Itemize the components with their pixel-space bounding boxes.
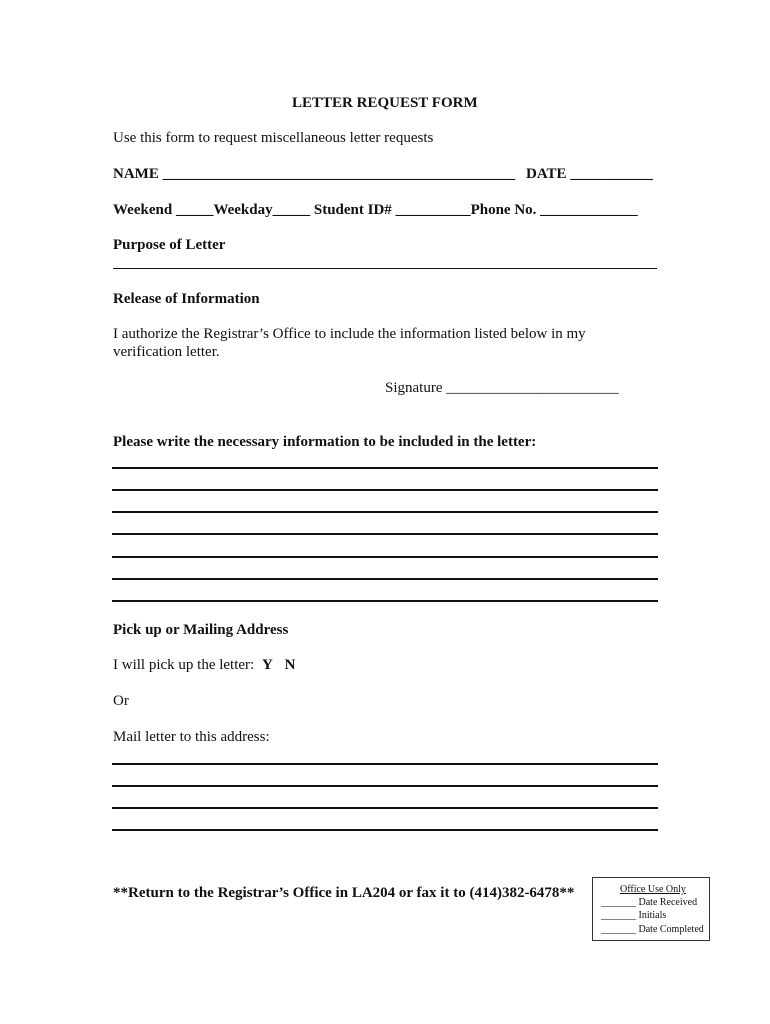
info-line-7[interactable] bbox=[112, 600, 658, 602]
or-text: Or bbox=[113, 693, 129, 709]
info-line-1[interactable] bbox=[112, 467, 658, 469]
date-completed-label: Date Completed bbox=[638, 924, 704, 935]
info-line-3[interactable] bbox=[112, 511, 658, 513]
purpose-line[interactable] bbox=[113, 268, 657, 269]
info-line-4[interactable] bbox=[112, 533, 658, 535]
date-received-row bbox=[601, 898, 697, 908]
form-intro: Use this form to request miscellaneous letter requests bbox=[113, 130, 434, 146]
weekday-label: Weekday bbox=[213, 202, 273, 218]
info-line-6[interactable] bbox=[112, 578, 658, 580]
info-line-2[interactable] bbox=[112, 489, 658, 491]
initials-label: Initials bbox=[638, 910, 667, 921]
form-title: LETTER REQUEST FORM bbox=[292, 95, 478, 111]
initials-row bbox=[601, 911, 666, 921]
name-blank[interactable]: _______________________________________________ bbox=[162, 166, 516, 182]
date-field[interactable] bbox=[526, 167, 653, 182]
date-completed-blank[interactable]: _______ bbox=[601, 924, 636, 935]
initials-blank[interactable]: _______ bbox=[601, 910, 636, 921]
phone-blank[interactable]: _____________ bbox=[540, 202, 638, 218]
signature-blank[interactable]: _______________________ bbox=[446, 380, 619, 396]
phone-label: Phone No. bbox=[470, 202, 537, 218]
name-label: NAME bbox=[113, 166, 159, 182]
student-id-label: Student ID# bbox=[313, 202, 392, 218]
mail-line-2[interactable] bbox=[112, 785, 658, 787]
mail-line-3[interactable] bbox=[112, 807, 658, 809]
date-blank[interactable]: ___________ bbox=[570, 166, 653, 182]
mail-text: Mail letter to this address: bbox=[113, 729, 270, 745]
mail-line-1[interactable] bbox=[112, 763, 658, 765]
pickup-heading: Pick up or Mailing Address bbox=[113, 622, 289, 638]
date-completed-row bbox=[601, 925, 704, 935]
name-field[interactable] bbox=[113, 167, 515, 182]
release-text-line1: I authorize the Registrar’s Office to include the information listed below in my bbox=[113, 326, 586, 342]
date-received-blank[interactable]: _______ bbox=[601, 897, 636, 908]
pickup-no-option[interactable]: N bbox=[284, 657, 296, 673]
info-heading: Please write the necessary information to be included in the letter: bbox=[113, 434, 537, 450]
pickup-text: I will pick up the letter: bbox=[113, 657, 255, 673]
pickup-yes-option[interactable]: Y bbox=[261, 657, 273, 673]
pickup-row bbox=[113, 658, 295, 673]
weekend-label: Weekend bbox=[113, 202, 173, 218]
schedule-id-phone-row bbox=[113, 203, 638, 218]
office-use-box bbox=[592, 877, 710, 941]
mail-line-4[interactable] bbox=[112, 829, 658, 831]
release-text-line2: verification letter. bbox=[113, 344, 220, 360]
signature-field[interactable] bbox=[385, 381, 619, 396]
date-label: DATE bbox=[526, 166, 567, 182]
purpose-label: Purpose of Letter bbox=[113, 237, 226, 253]
office-use-title: Office Use Only bbox=[620, 884, 686, 895]
student-id-blank[interactable]: __________ bbox=[395, 202, 471, 218]
weekday-blank[interactable]: _____ bbox=[272, 202, 311, 218]
return-instructions: **Return to the Registrar’s Office in LA204 or fax it to (414)382-6478** bbox=[113, 885, 575, 901]
weekend-blank[interactable]: _____ bbox=[175, 202, 214, 218]
release-heading: Release of Information bbox=[113, 291, 260, 307]
date-received-label: Date Received bbox=[638, 897, 698, 908]
info-line-5[interactable] bbox=[112, 556, 658, 558]
signature-label: Signature bbox=[385, 380, 443, 396]
